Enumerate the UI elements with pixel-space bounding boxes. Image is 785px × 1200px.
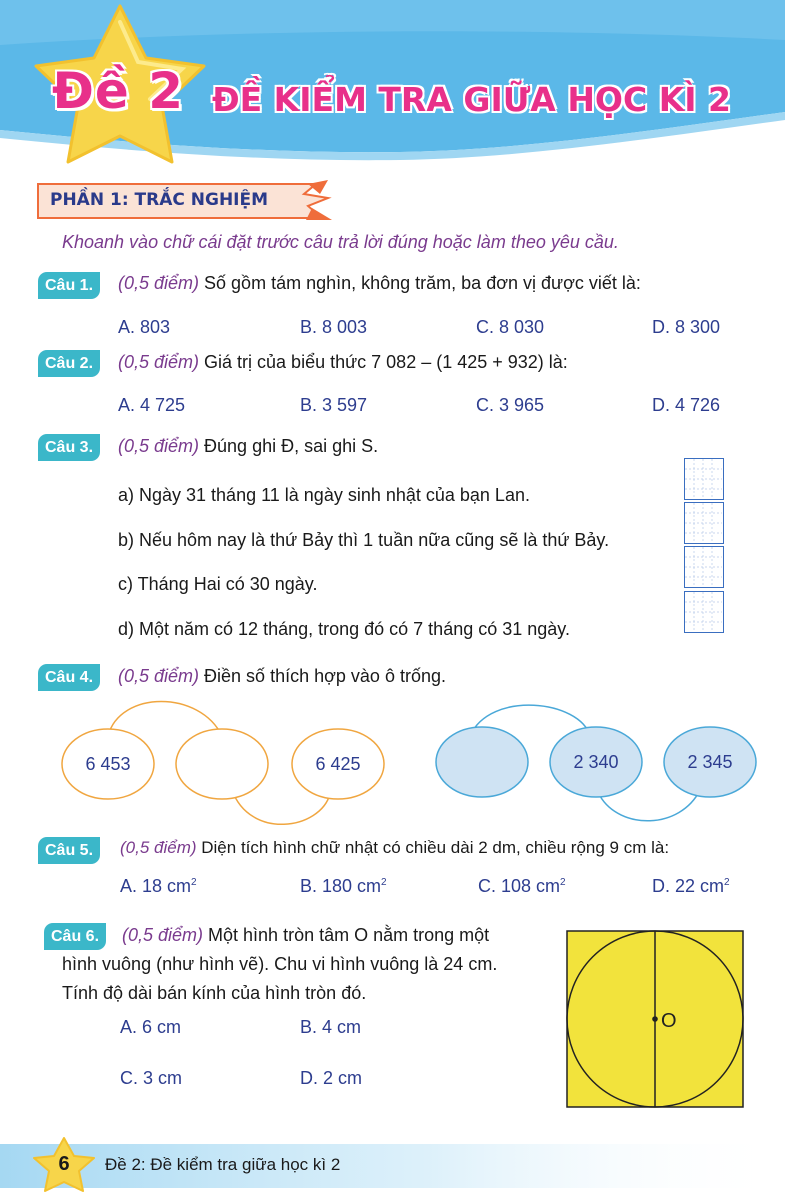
question-badge: Câu 4.	[38, 664, 100, 691]
grid-pattern-icon	[685, 503, 722, 542]
question-points: (0,5 điểm)	[120, 838, 197, 857]
page-number: 6	[58, 1153, 70, 1175]
geometry-diagram	[566, 930, 744, 1108]
option-b[interactable]: B. 4 cm	[300, 1017, 362, 1037]
grid-pattern-icon	[685, 547, 722, 586]
footer-text: Đề 2: Đề kiểm tra giữa học kì 2	[105, 1155, 341, 1174]
question-text-line: Tính độ dài bán kính của hình tròn đó.	[62, 983, 367, 1003]
unit-exponent: 2	[191, 877, 197, 888]
option-a[interactable]: A. 6 cm	[120, 1017, 182, 1037]
question-text	[118, 352, 568, 373]
grid-pattern-icon	[685, 459, 722, 498]
answer-box-a[interactable]	[684, 458, 724, 500]
question-body: Diện tích hình chữ nhật có chiều dài 2 dm, chiều rộng 9 cm là:	[196, 838, 670, 857]
unit-exponent: 2	[381, 877, 387, 888]
question-body: Đúng ghi Đ, sai ghi S.	[199, 436, 379, 456]
question-text	[120, 838, 669, 858]
page-header	[0, 0, 785, 175]
answer-box-b[interactable]	[684, 502, 724, 544]
question-badge: Câu 2.	[38, 350, 100, 377]
number-chain-figure	[0, 690, 785, 830]
oval-value: 2 345	[687, 752, 733, 772]
question-badge: Câu 6.	[44, 923, 106, 950]
question-text	[118, 666, 446, 687]
unit-exponent: 2	[560, 877, 566, 888]
unit-exponent: 2	[724, 877, 730, 888]
question-body: Điền số thích hợp vào ô trống.	[199, 666, 446, 686]
oval-right-1	[436, 727, 528, 797]
center-point	[652, 1016, 658, 1022]
option-c[interactable]: C. 8 030	[476, 317, 545, 337]
question-body: Một hình tròn tâm O nằm trong một	[203, 925, 490, 945]
option-b[interactable]	[300, 876, 387, 897]
question-text	[122, 925, 489, 946]
question-body: Số gồm tám nghìn, không trăm, ba đơn vị được viết là:	[199, 273, 641, 293]
grid-pattern-icon	[685, 592, 722, 631]
option-a-label: A. 18 cm	[120, 876, 192, 896]
option-b[interactable]: B. 8 003	[300, 317, 368, 337]
oval-value: 2 340	[573, 752, 619, 772]
question-points: (0,5 điểm)	[118, 352, 200, 372]
option-c[interactable]: C. 3 cm	[120, 1068, 183, 1088]
answer-box-d[interactable]	[684, 591, 724, 633]
option-a[interactable]	[120, 876, 197, 897]
question-badge: Câu 3.	[38, 434, 100, 461]
statement-a: a) Ngày 31 tháng 11 là ngày sinh nhật của bạn Lan.	[118, 485, 530, 505]
question-points: (0,5 điểm)	[118, 273, 200, 293]
question-points: (0,5 điểm)	[118, 436, 200, 456]
question-text	[118, 436, 378, 457]
part-title: PHẦN 1: TRẮC NGHIỆM	[50, 190, 269, 210]
option-c[interactable]	[478, 876, 566, 897]
statement-d: d) Một năm có 12 tháng, trong đó có 7 tháng có 31 ngày.	[118, 619, 570, 639]
instruction-text: Khoanh vào chữ cái đặt trước câu trả lời đúng hoặc làm theo yêu cầu.	[62, 232, 619, 252]
question-points: (0,5 điểm)	[122, 925, 204, 945]
question-body: Giá trị của biểu thức 7 082 – (1 425 + 932) là:	[199, 352, 568, 372]
circle-in-square-figure	[566, 930, 744, 1108]
oval-value: 6 425	[315, 754, 361, 774]
oval-left-2	[176, 729, 268, 799]
option-d[interactable]: D. 8 300	[652, 317, 721, 337]
option-d[interactable]: D. 2 cm	[300, 1068, 363, 1088]
exam-number-label: Đề 2	[52, 62, 185, 120]
option-b-label: B. 180 cm	[300, 876, 382, 896]
option-d-label: D. 22 cm	[652, 876, 725, 896]
option-a[interactable]: A. 803	[118, 317, 171, 337]
option-a[interactable]: A. 4 725	[118, 395, 186, 415]
page-title: ĐỀ KIỂM TRA GIỮA HỌC KÌ 2	[212, 80, 731, 119]
option-c-label: C. 108 cm	[478, 876, 561, 896]
option-d[interactable]: D. 4 726	[652, 395, 721, 415]
oval-value: 6 453	[85, 754, 131, 774]
question-points: (0,5 điểm)	[118, 666, 200, 686]
option-c[interactable]: C. 3 965	[476, 395, 545, 415]
question-text	[118, 273, 641, 294]
option-d[interactable]	[652, 876, 730, 897]
center-label: O	[661, 1010, 677, 1032]
statement-c: c) Tháng Hai có 30 ngày.	[118, 574, 318, 594]
statement-b: b) Nếu hôm nay là thứ Bảy thì 1 tuần nữa cũng sẽ là thứ Bảy.	[118, 530, 610, 550]
option-b[interactable]: B. 3 597	[300, 395, 368, 415]
question-badge: Câu 5.	[38, 837, 100, 864]
question-text-line: hình vuông (như hình vẽ). Chu vi hình vuông là 24 cm.	[62, 954, 498, 974]
answer-box-c[interactable]	[684, 546, 724, 588]
question-badge: Câu 1.	[38, 272, 100, 299]
